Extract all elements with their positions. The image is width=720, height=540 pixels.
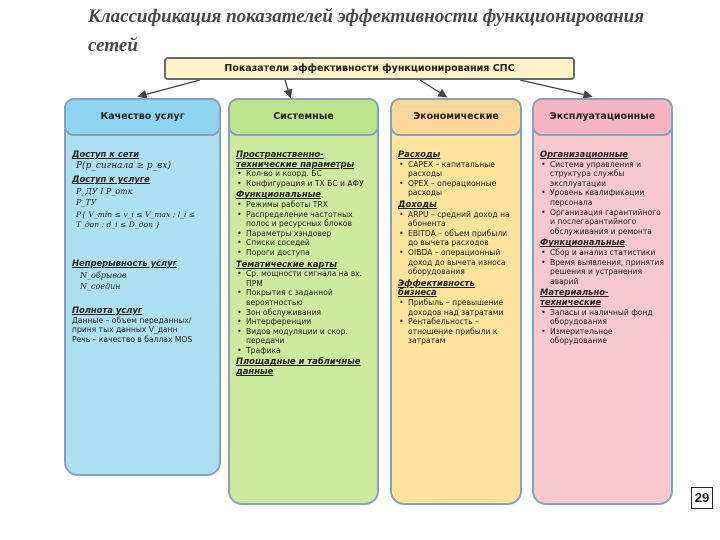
list-item: • Списки соседей — [236, 238, 373, 248]
column-service-quality — [64, 98, 221, 476]
section-heading: Эффективность бизнеса — [398, 277, 475, 298]
column-header-system: Системные — [228, 98, 379, 136]
list-item: • OIBDA – операционный доход до вычета износа оборудования — [398, 248, 516, 277]
section-heading: Площадные и табличные данные — [236, 356, 361, 377]
column-system — [228, 98, 379, 505]
list-item: • CAPEX – капитальные расходы — [398, 160, 516, 179]
arrow-quality — [140, 80, 200, 96]
list-item: • Интерференции — [236, 317, 373, 327]
section-heading: Функциональные — [236, 189, 321, 200]
body-text: Данные – объем переданных/приня тых данных V_данн — [72, 315, 192, 335]
formula: P(p_сигнала ≥ p_вх) — [76, 160, 171, 171]
column-body-operational — [540, 148, 667, 346]
section-heading: Пространственно-технические параметры — [236, 149, 355, 169]
list-item: • Измерительное оборудование — [540, 327, 667, 346]
section-heading: Полнота услуг — [72, 304, 143, 315]
top-box-performance-indicators: Показатели эффективности функционирования СПС — [164, 57, 575, 80]
list-item: • Время выявления, принятия решения и устранения аварий — [540, 258, 667, 287]
column-economic — [390, 98, 522, 505]
column-body-system — [236, 148, 373, 377]
list-item: • Организация гарантийного и послегарантийного обслуживания и ремонта — [540, 208, 667, 237]
formula: P_ТУ — [76, 198, 97, 208]
formula: N_соедин — [80, 282, 121, 292]
list-item: • Кол-во и коорд. БС — [236, 169, 373, 179]
list-item: • Зон обслуживания — [236, 308, 373, 318]
section-heading: Доступ к сети — [72, 149, 140, 159]
list-item: • OPEX – операционные расходы — [398, 179, 516, 198]
list-item: • Конфигурация и ТХ БС и АФУ — [236, 179, 373, 189]
list-item: • Параметры хэндовер — [236, 229, 373, 239]
list-item: • Режимы работы TRX — [236, 200, 373, 210]
section-heading: Организационные — [540, 149, 628, 159]
list-item: • Сбор и анализ статистики — [540, 248, 667, 258]
arrow-economic — [420, 80, 445, 96]
section-heading: Доходы — [398, 198, 437, 209]
list-item: • Система управления и структура службы эксплуатации — [540, 160, 667, 189]
section-heading: Материально-технические — [540, 287, 609, 307]
list-item: • Пороги доступа — [236, 248, 373, 258]
column-body-economic — [398, 148, 516, 346]
formula: P{ V_min ≤ v_i ≤ V_max ; l_i ≤ T_доп ; d_i ≤ D_доп } — [76, 209, 196, 229]
arrow-system — [285, 80, 290, 96]
page-number: 29 — [691, 487, 713, 509]
list-item: • Покрытия с заданной вероятностью — [236, 288, 373, 307]
slide-title: Классификация показателей эффективности функционирования сетей — [88, 6, 644, 56]
list-item: • Прибыль – превышение доходов над затратами — [398, 298, 516, 317]
list-item: • Видов модуляции и скор. передачи — [236, 327, 373, 346]
column-operational — [532, 98, 673, 505]
column-header-operational: Эксплуатационные — [532, 98, 673, 136]
column-header-quality: Качество услуг — [64, 98, 221, 136]
list-item: • Ср. мощности сигнала на вх. ПРМ — [236, 269, 373, 288]
column-header-economic: Экономические — [390, 98, 522, 136]
section-heading: Расходы — [398, 149, 441, 159]
section-heading: Функциональные — [540, 237, 625, 248]
list-item: • Трафика — [236, 346, 373, 356]
list-item: • Запасы и наличный фонд оборудования — [540, 308, 667, 327]
formula: N_обрывов — [80, 270, 127, 280]
list-item: • Уровень квалификации персонала — [540, 188, 667, 207]
list-item: • ARPU – средний доход на абонента — [398, 210, 516, 229]
body-text: Речь – качество в баллах MOS — [72, 334, 193, 344]
section-heading: Доступ к услуге — [72, 174, 150, 185]
list-item: • Рентабельность – отношение прибыли к затратам — [398, 317, 516, 346]
list-item: • EBITDA – объем прибыли до вычета расходов — [398, 229, 516, 248]
arrow-operational — [520, 80, 590, 96]
section-heading: Тематические карты — [236, 258, 337, 269]
list-item: • Распределение частотных полос и ресурсных блоков — [236, 210, 373, 229]
formula: P_ДУ I P_отк — [76, 186, 133, 196]
section-heading: Непрерывность услуг — [72, 258, 177, 269]
column-body-quality — [72, 148, 215, 344]
